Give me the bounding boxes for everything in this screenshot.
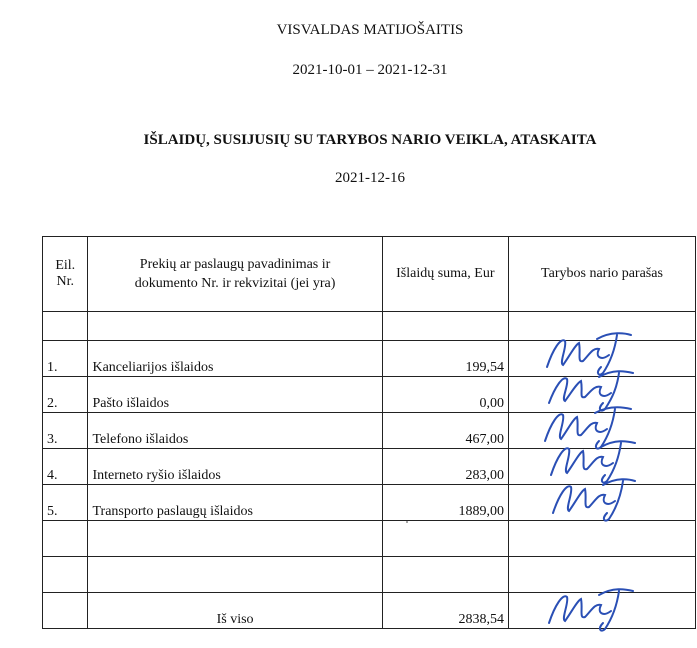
row-name: Pašto išlaidos bbox=[88, 377, 382, 413]
row-nr: 2. bbox=[43, 377, 88, 413]
total-label: Iš viso bbox=[88, 593, 382, 629]
row-nr: 1. bbox=[43, 341, 88, 377]
report-period: 2021-10-01 – 2021-12-31 bbox=[292, 62, 448, 78]
row-sum: 1889,00 bbox=[382, 485, 508, 521]
row-name: Interneto ryšio išlaidos bbox=[88, 449, 382, 485]
empty-row bbox=[43, 521, 696, 557]
total-signature bbox=[508, 593, 695, 629]
total-row bbox=[43, 593, 696, 629]
expense-table bbox=[42, 236, 696, 629]
signature-icon bbox=[539, 471, 639, 523]
table-row bbox=[43, 485, 696, 521]
row-sum: 0,00 bbox=[382, 377, 508, 413]
report-title: IŠLAIDŲ, SUSIJUSIŲ SU TARYBOS NARIO VEIKLA, ATASKAITA bbox=[143, 132, 597, 148]
row-name: Telefono išlaidos bbox=[88, 413, 382, 449]
row-nr: 5. bbox=[43, 485, 88, 521]
row-name: Transporto paslaugų išlaidos bbox=[88, 485, 382, 521]
report-date: 2021-12-16 bbox=[335, 170, 405, 186]
row-nr: 4. bbox=[43, 449, 88, 485]
table-header-row bbox=[43, 237, 696, 312]
column-header-sum: Išlaidų suma, Eur bbox=[382, 237, 508, 312]
column-header-signature: Tarybos nario parašas bbox=[508, 237, 695, 312]
row-signature bbox=[508, 485, 695, 521]
row-sum: 283,00 bbox=[382, 449, 508, 485]
signature-icon bbox=[539, 581, 639, 633]
person-name: VISVALDAS MATIJOŠAITIS bbox=[276, 22, 464, 38]
total-sum: 2838,54 bbox=[382, 593, 508, 629]
row-name: Kanceliarijos išlaidos bbox=[88, 341, 382, 377]
row-sum: 199,54 bbox=[382, 341, 508, 377]
row-nr: 3. bbox=[43, 413, 88, 449]
column-header-nr: Eil. Nr. bbox=[43, 237, 88, 312]
row-sum: 467,00 bbox=[382, 413, 508, 449]
scan-speck bbox=[406, 521, 408, 523]
column-header-name: Prekių ar paslaugų pavadinimas ir dokumento Nr. ir rekvizitai (jei yra) bbox=[88, 237, 382, 312]
